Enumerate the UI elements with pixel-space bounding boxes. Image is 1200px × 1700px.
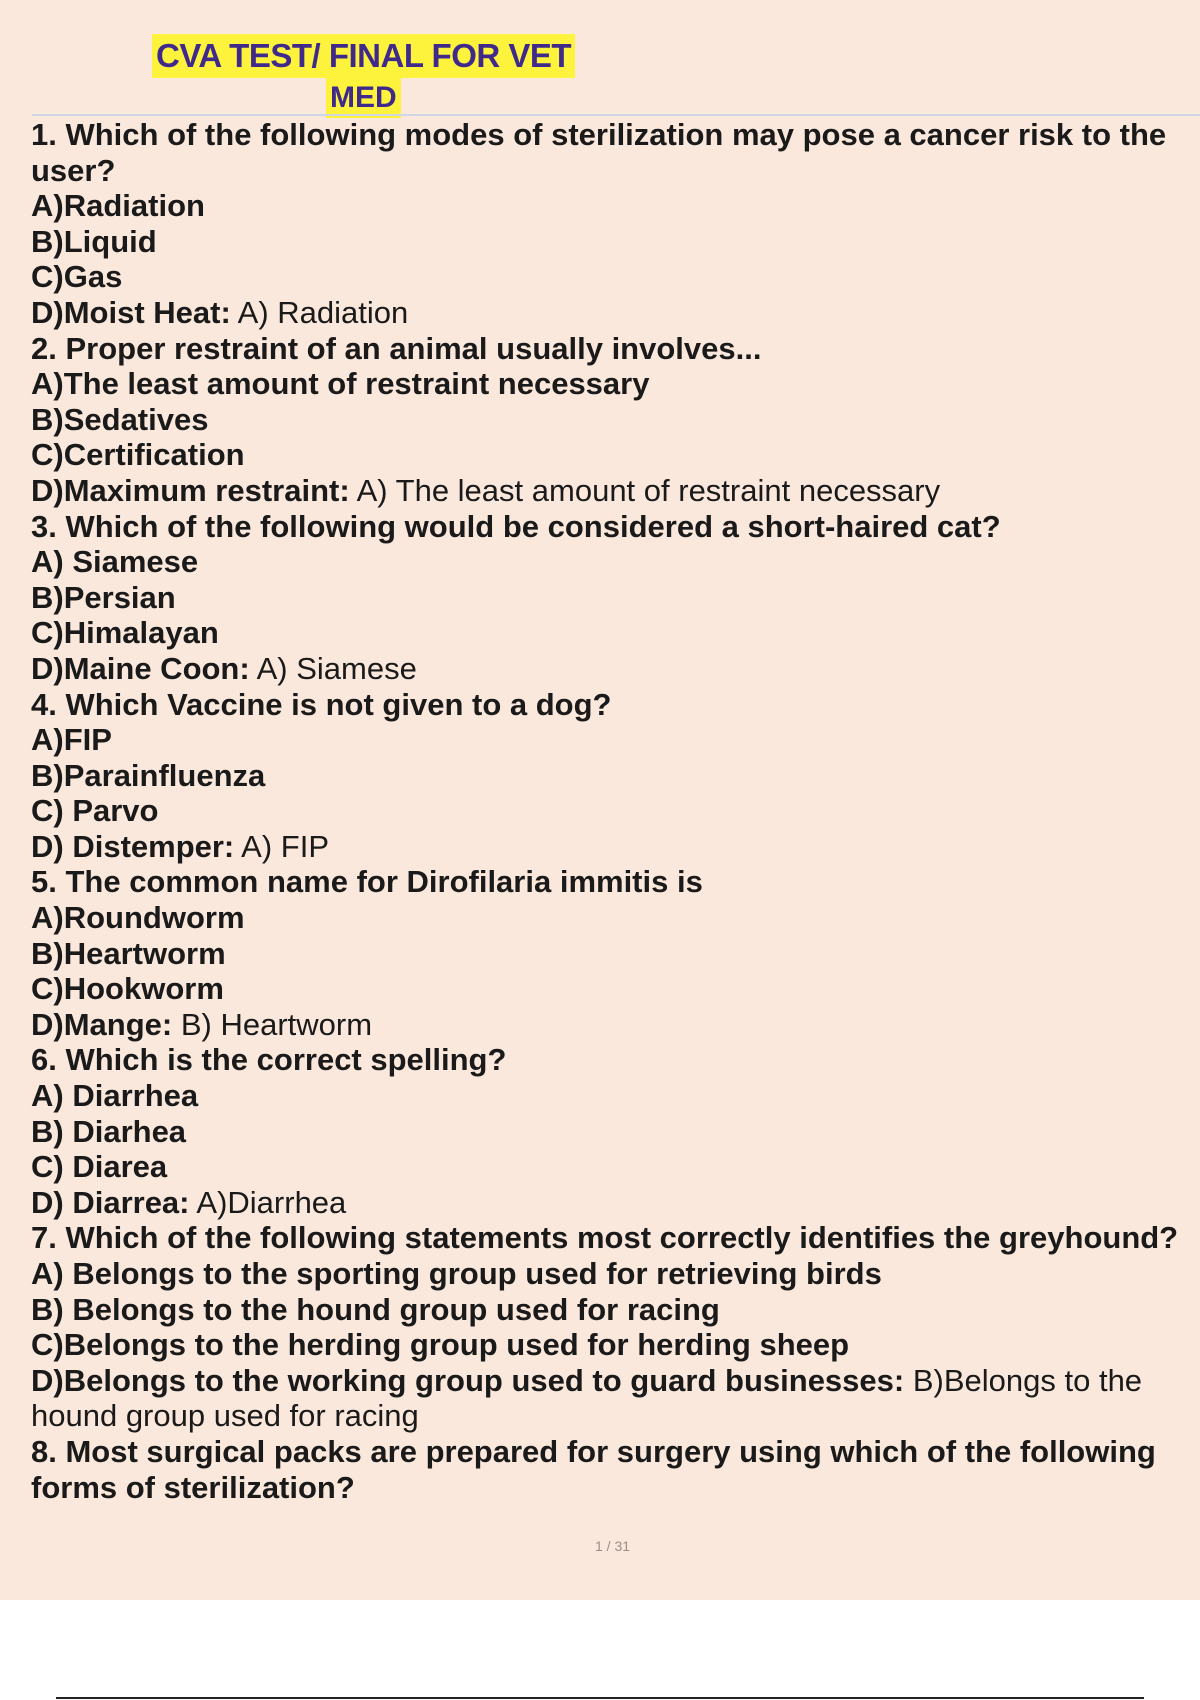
option-a: A)Roundworm xyxy=(31,900,245,936)
option-d-with-answer xyxy=(31,473,1200,509)
header-divider xyxy=(32,114,1200,116)
option-a: A)The least amount of restraint necessary xyxy=(31,366,650,402)
option-b: B) Diarhea xyxy=(31,1113,187,1149)
question-text: 4. Which Vaccine is not given to a dog? xyxy=(31,686,612,722)
option-d-with-answer xyxy=(31,1185,1200,1221)
question-block-1 xyxy=(31,117,1200,331)
answer: B) Heartworm xyxy=(172,1006,373,1042)
document-title xyxy=(152,34,584,114)
option-b: B)Parainfluenza xyxy=(31,757,266,793)
option-a: A) Diarrhea xyxy=(31,1078,199,1114)
option-c: C) Diarea xyxy=(31,1149,168,1185)
question-text: 7. Which of the following statements most correctly identifies the greyhound? xyxy=(31,1220,1179,1256)
option-d: D)Belongs to the working group used to guard businesses: xyxy=(31,1362,905,1398)
answer: A) Radiation xyxy=(230,294,409,330)
question-text: 3. Which of the following would be considered a short-haired cat? xyxy=(31,508,1001,544)
option-a: A) Siamese xyxy=(31,544,199,580)
option-d-with-answer xyxy=(31,295,1200,331)
question-text: 1. Which of the following modes of sterilization may pose a cancer risk to the user? xyxy=(31,117,1167,188)
option-d: D)Maximum restraint: xyxy=(31,472,350,508)
option-b: B)Liquid xyxy=(31,223,157,259)
option-d: D) Diarrea: xyxy=(31,1184,190,1220)
question-block-3 xyxy=(31,509,1200,687)
option-a: A) Belongs to the sporting group used for retrieving birds xyxy=(31,1256,882,1291)
title-line-2: MED xyxy=(326,78,401,118)
question-block-5 xyxy=(31,864,1200,1042)
footer-divider xyxy=(56,1697,1144,1699)
answer: A) The least amount of restraint necessary xyxy=(349,472,941,508)
option-b: B)Heartworm xyxy=(31,935,226,971)
page-number: 1 / 31 xyxy=(594,1538,631,1554)
question-block-8 xyxy=(31,1434,1200,1505)
option-b: B)Persian xyxy=(31,579,176,615)
option-c: C)Certification xyxy=(31,437,245,473)
answer: A) FIP xyxy=(234,828,330,864)
answer: B)Belongs to the hound group used for racing xyxy=(31,1362,1143,1434)
option-d-with-answer xyxy=(31,1363,1200,1434)
option-a: A)FIP xyxy=(31,722,112,758)
answer: A)Diarrhea xyxy=(189,1184,347,1220)
option-b: B)Sedatives xyxy=(31,401,209,437)
option-d: D)Mange: xyxy=(31,1006,173,1042)
option-a: A)Radiation xyxy=(31,188,205,224)
option-c: C) Parvo xyxy=(31,793,159,829)
question-block-7 xyxy=(31,1220,1200,1434)
question-block-6 xyxy=(31,1042,1200,1220)
title-line-1: CVA TEST/ FINAL FOR VET xyxy=(152,34,575,78)
option-c: C)Himalayan xyxy=(31,615,219,651)
question-list xyxy=(31,117,1200,1505)
option-d: D)Moist Heat: xyxy=(31,294,231,330)
question-text: 5. The common name for Dirofilaria immitis is xyxy=(31,864,703,900)
option-d: D)Maine Coon: xyxy=(31,650,250,686)
option-b: B) Belongs to the hound group used for racing xyxy=(31,1291,720,1327)
question-block-4 xyxy=(31,687,1200,865)
question-block-2 xyxy=(31,331,1200,509)
question-text: 2. Proper restraint of an animal usually involves... xyxy=(31,330,762,366)
option-c: C)Belongs to the herding group used for herding sheep xyxy=(31,1327,850,1363)
option-d-with-answer xyxy=(31,1007,1200,1043)
question-text: 6. Which is the correct spelling? xyxy=(31,1042,507,1078)
answer: A) Siamese xyxy=(249,650,417,686)
option-c: C)Hookworm xyxy=(31,971,224,1007)
option-c: C)Gas xyxy=(31,259,123,295)
option-d-with-answer xyxy=(31,651,1200,687)
option-d: D) Distemper: xyxy=(31,828,235,864)
question-text: 8. Most surgical packs are prepared for surgery using which of the following forms of sterilization? xyxy=(31,1433,1156,1505)
option-d-with-answer xyxy=(31,829,1200,865)
